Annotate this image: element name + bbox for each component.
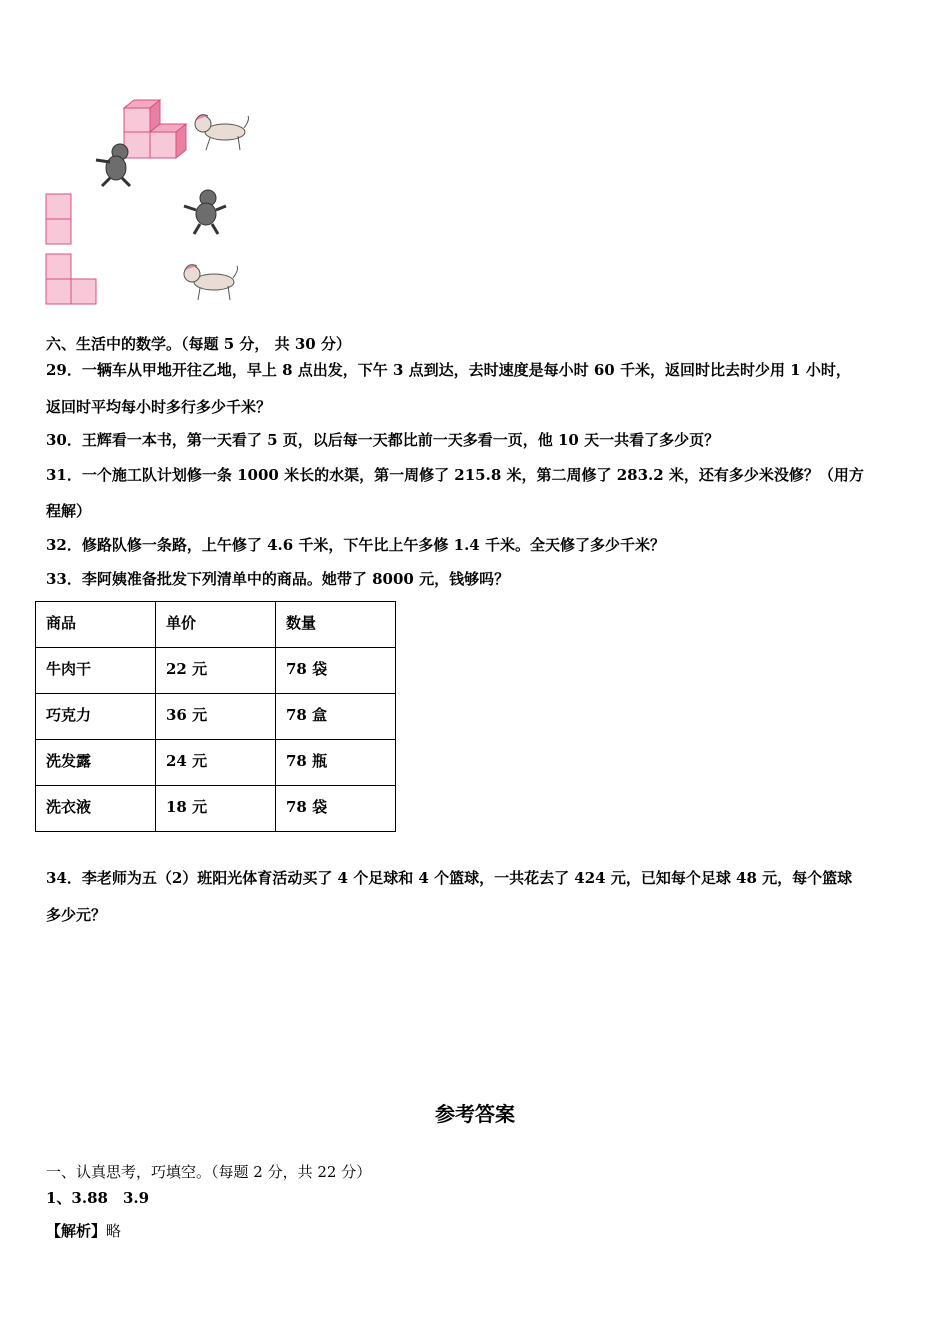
analysis-text: 略 [106,1222,122,1240]
monkey-figure-left [96,144,130,186]
table-row [36,740,396,786]
table-header-cell: 数量 [276,602,396,648]
view-two-vertical-squares [46,194,71,244]
question-31-line1: 31．一个施工队计划修一条 1000 米长的水渠，第一周修了 215.8 米，第二周修了 283.2 米，还有多少米没修？（用方 [46,466,864,484]
table-header-cell: 商品 [36,602,156,648]
cube-views-illustration [40,92,270,312]
table-cell: 巧克力 [36,694,156,740]
question-33: 33．李阿姨准备批发下列清单中的商品。她带了 8000 元，钱够吗？ [46,570,510,588]
table-cell: 牛肉干 [36,648,156,694]
table-cell: 18 元 [156,786,276,832]
answers-title: 参考答案 [435,1102,515,1126]
table-cell: 36 元 [156,694,276,740]
question-34-line1: 34．李老师为五（2）班阳光体育活动买了 4 个足球和 4 个篮球，一共花去了 424 元，已知每个足球 48 元，每个篮球 [46,869,853,887]
dog-figure-top [195,115,249,150]
answers-section1-heading: 一、认真思考，巧填空。（每题 2 分，共 22 分） [46,1163,372,1181]
table-cell: 78 袋 [276,786,396,832]
table-cell: 78 盒 [276,694,396,740]
table-cell: 24 元 [156,740,276,786]
goods-table [35,601,396,832]
table-cell: 78 瓶 [276,740,396,786]
table-row [36,694,396,740]
analysis-label: 【解析】 [46,1222,107,1240]
question-29-line2: 返回时平均每小时多行多少千米？ [46,398,272,416]
table-cell: 22 元 [156,648,276,694]
question-32: 32．修路队修一条路，上午修了 4.6 千米，下午比上午多修 1.4 千米。全天修了多少千米？ [46,536,665,554]
table-cell: 78 袋 [276,648,396,694]
question-30: 30．王辉看一本书，第一天看了 5 页，以后每一天都比前一天多看一页，他 10 天一共看了多少页？ [46,431,720,449]
analysis-line [46,1221,121,1241]
cube-stack-3d [124,100,186,158]
dog-figure-bottom [184,265,238,300]
table-row [36,648,396,694]
question-34-line2: 多少元？ [46,906,107,924]
table-row [36,786,396,832]
question-31-line2: 程解） [46,502,92,520]
monkey-figure-middle [184,190,226,234]
table-cell: 洗发露 [36,740,156,786]
table-header-cell: 单价 [156,602,276,648]
view-l-shape-squares [46,254,96,304]
answer-1: 1、3.88 3.9 [46,1189,150,1207]
table-cell: 洗衣液 [36,786,156,832]
question-29-line1: 29．一辆车从甲地开往乙地，早上 8 点出发，下午 3 点到达，去时速度是每小时 60 千米，返回时比去时少用 1 小时， [46,361,851,379]
section6-heading: 六、生活中的数学。（每题 5 分， 共 30 分） [46,335,351,353]
table-header-row [36,602,396,648]
